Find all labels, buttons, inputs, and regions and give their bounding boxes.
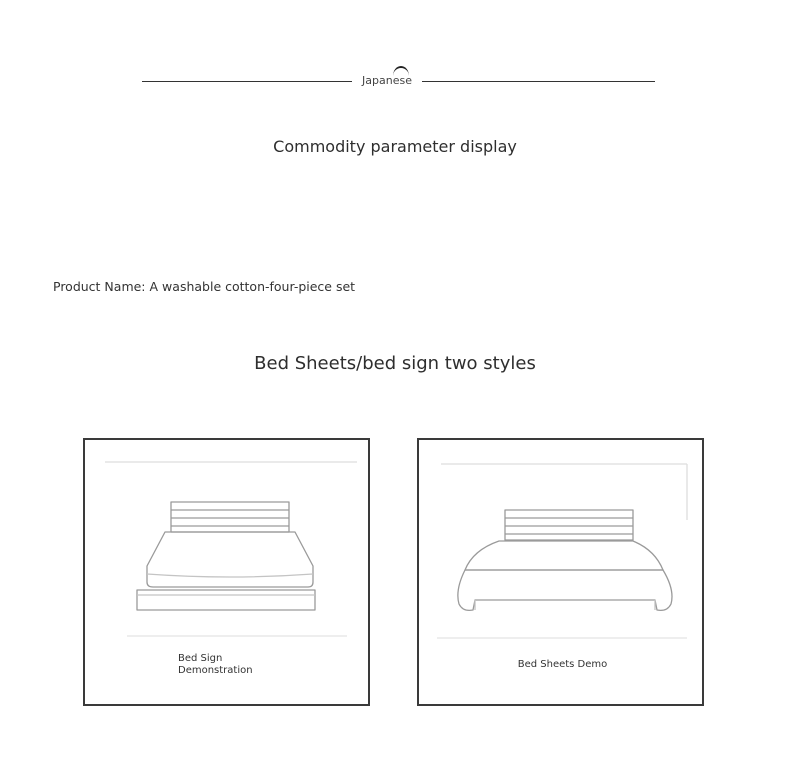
product-name-line xyxy=(53,279,355,294)
bed-sign-demo-card xyxy=(83,438,370,706)
bed-sign-caption xyxy=(178,653,268,677)
header-line-left xyxy=(142,81,352,82)
header-line-right xyxy=(422,81,655,82)
section-title: Commodity parameter display xyxy=(273,137,517,156)
bed-sheets-demo-card xyxy=(417,438,704,706)
header-label: Japanese xyxy=(362,74,412,87)
product-name-value: A washable cotton-four-piece set xyxy=(149,279,356,294)
styles-title: Bed Sheets/bed sign two styles xyxy=(254,353,536,374)
bed-sign-caption-line2: Demonstration xyxy=(178,665,253,676)
bed-sign-caption-line1: Bed Sign xyxy=(178,653,223,664)
product-name-label: Product Name: xyxy=(53,279,146,294)
bed-sheets-caption: Bed Sheets Demo xyxy=(517,659,608,670)
